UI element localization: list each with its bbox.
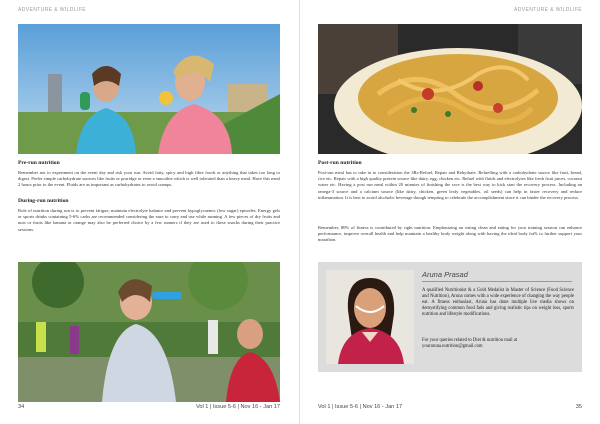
pre-run-body: Remember not to experiment on the event day and risk your run. Avoid fatty, spicy and high fibre foods or anything that takes too long to digest. Prefer simple carbohydrate sources like fruits or porridge or even a smoothie which is well tolerated than a heavy meal. Have this meal 2 hours prior to the event. Fluids are as important as carbohydrates to avoid cramps. xyxy=(18,170,280,188)
contact-email-link[interactable]: youraruna.nutrition@gmail.com xyxy=(422,344,483,350)
page-number: 35 xyxy=(575,404,582,410)
author-bio-box xyxy=(318,262,582,372)
page-number: 34 xyxy=(18,404,25,410)
pre-run-photo xyxy=(18,24,280,154)
during-run-body: Role of nutrition during run is to prevent fatigue, maintain electrolyte balance and prevent hypoglycaemic (low sugar) episodes. Energy gels or sports drinks containing 5-6% carbs are recommended considering the ease to carry and use while running. A few pieces of dry fruits and nuts or fruits like banana or orange may also be preferred choice by a few runners if they are used to these snacks during their practice sessions. xyxy=(18,208,280,232)
name-divider xyxy=(422,281,572,282)
author-bio-text: A qualified Nutritionist & a Gold Medalist in Master of Science (Food Science and Nutrition), Aruna comes with a wide experience of changing the way people eat. A fitness enthusiast, Aruna has done multiple live media shows on demystifying common food fads and giving realistic tips on weight loss, sports nutrition and lifestyle modifications. xyxy=(422,288,574,318)
section-label: ADVENTURE & WILDLIFE xyxy=(513,7,582,13)
issue-info: Vol 1 | Issue 5-6 | Nov 16 - Jan 17 xyxy=(318,404,403,410)
pre-run-heading: Pre-run nutrition xyxy=(18,160,60,166)
post-run-body: Post-run meal has to take in to consideration the 3Rs-Refuel, Repair and Rehydrate. Refuelling with a carbohydrate source like fruit, bread, rice etc. Repair with a high quality protein source like dairy, egg, chicken etc. Refuel with fluids and electrolytes like fresh fruit juices, coconut water etc. Having a post run meal within 20 minutes of finishing the race is the best way to kick start the recovery process. Including an omega-3 source and a calcium source (like dairy, chicken, green leafy vegetables, oil seeds) can help in faster recovery and reduce inflammation. It is best to avoid alcoholic beverage though tempting to celebrate the accomplishment since it can hinder the recovery process. xyxy=(318,170,582,200)
author-portrait xyxy=(326,270,414,364)
during-run-photo xyxy=(18,262,280,402)
post-run-summary: Remember, 80% of fitness is contributed by right nutrition. Emphasizing on eating clean and eating for your training session can enhance performance, improve overall health and help maintain a healthy body weight along with having the ideal body fat% to further support your marathon. xyxy=(318,225,582,243)
section-label: ADVENTURE & WILDLIFE xyxy=(18,7,87,13)
author-name: Aruna Prasad xyxy=(422,270,468,279)
pasta-photo xyxy=(318,24,582,154)
during-run-heading: During-run nutrition xyxy=(18,198,69,204)
contact-line: For your queries related to Diet & nutrition mail at xyxy=(422,338,518,343)
author-contact xyxy=(422,338,574,350)
issue-info: Vol 1 | Issue 5-6 | Nov 16 - Jan 17 xyxy=(195,404,280,410)
post-run-heading: Post-run nutrition xyxy=(318,160,362,166)
